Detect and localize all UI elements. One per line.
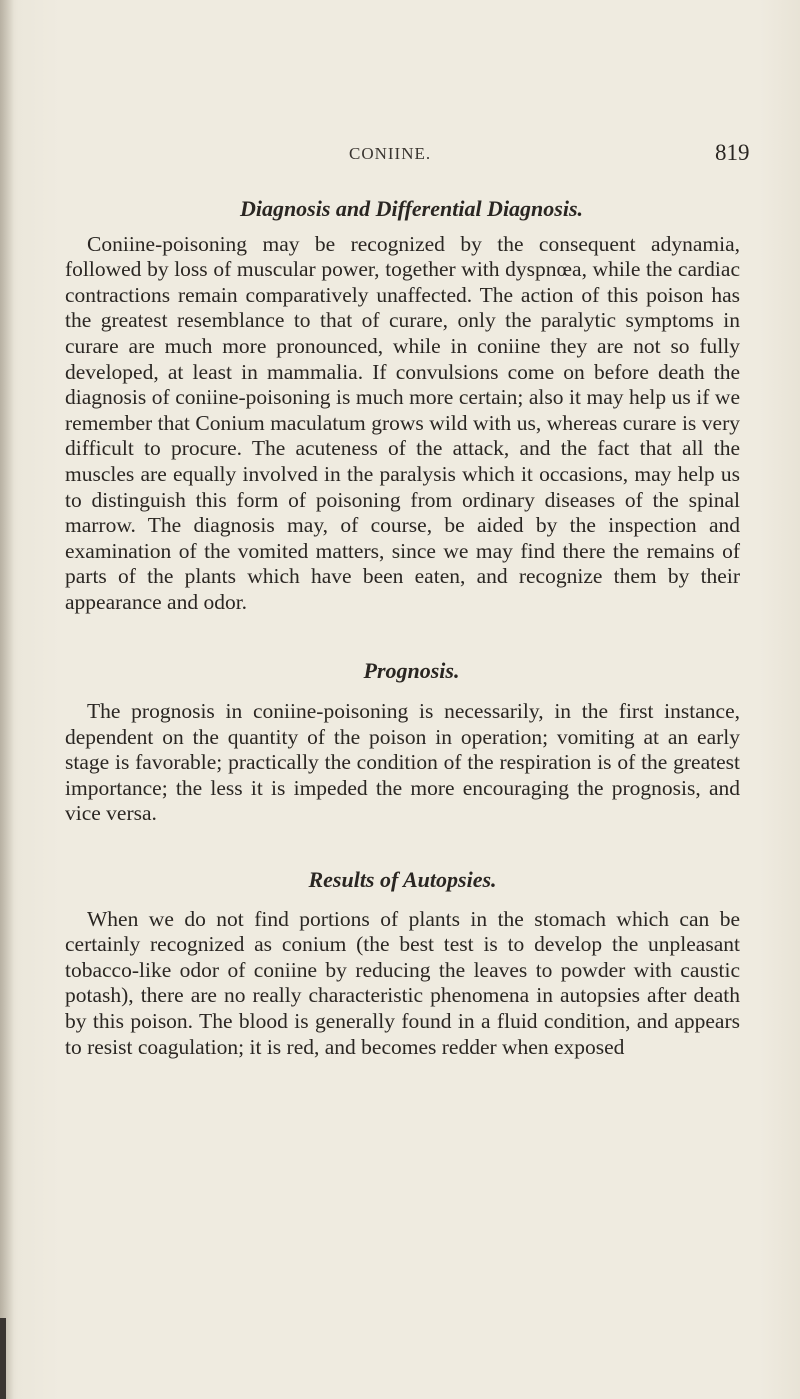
section-autopsies bbox=[65, 867, 740, 1060]
section-diagnosis bbox=[65, 196, 740, 616]
binding-edge bbox=[0, 1318, 6, 1399]
page-number: 819 bbox=[715, 140, 750, 165]
section-heading: Diagnosis and Differential Diagnosis. bbox=[239, 196, 584, 221]
running-head: CONIINE. bbox=[349, 144, 432, 163]
gutter-shadow bbox=[0, 0, 14, 1399]
section-heading: Prognosis. bbox=[363, 657, 460, 683]
section-paragraph: When we do not find portions of plants in the stomach which can be certainly recognized as conium (the best test is to develop the unpleasant tobacco-like odor of coniine by reducing the leaves to powder with caustic potash), there are no really characteristic phenomena in autopsies after death by this poison. The blood is generally found in a fluid condition, and appears to resist coagulation; it is red, and becomes redder when exposed bbox=[65, 906, 740, 1059]
section-heading: Results of Autopsies. bbox=[308, 867, 497, 893]
section-prognosis bbox=[65, 658, 740, 828]
page-header bbox=[0, 140, 800, 170]
page-body bbox=[65, 196, 740, 1060]
section-paragraph: Coniine-poisoning may be recognized by the consequent adynamia, followed by loss of muscular power, together with dyspnœa, while the cardiac contractions remain comparatively unaffected. The action of this poison has the greatest resemblance to that of curare, only the paralytic symptoms in curare are much more pronounced, while in coniine they are not so fully developed, at least in mammalia. If convulsions come on before death the diagnosis of coniine-poisoning is much more certain; also it may help us if we remember that Conium maculatum grows wild with us, whereas curare is very difficult to procure. The acuteness of the attack, and the fact that all the muscles are equally involved in the paralysis which it occasions, may help us to distinguish this form of poisoning from ordinary diseases of the spinal marrow. The diagnosis may, of course, be aided by the inspection and examination of the vomited matters, since we may find there the remains of parts of the plants which have been eaten, and recognize them by their appearance and odor. bbox=[65, 231, 740, 614]
section-paragraph: The prognosis in coniine-poisoning is necessarily, in the first instance, dependent on the quantity of the poison in operation; vomiting at an early stage is favorable; practically the condition of the respiration is of the greatest importance; the less it is impeded the more encouraging the prognosis, and vice versa. bbox=[65, 699, 740, 826]
